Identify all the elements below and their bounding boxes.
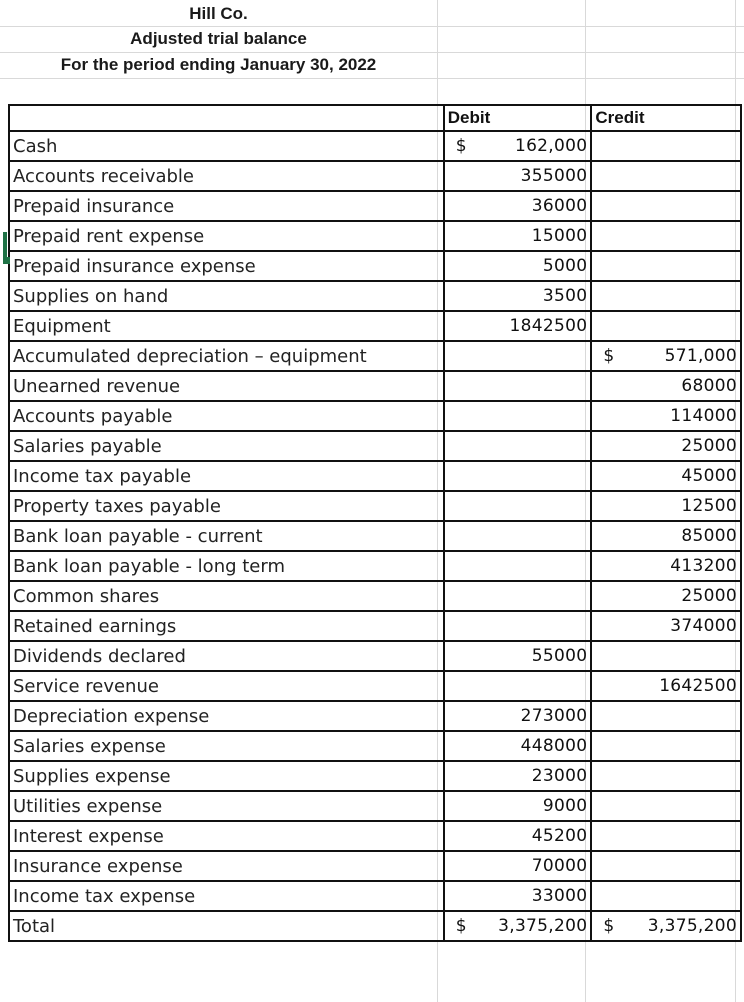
- debit-amount: 1842500: [509, 316, 588, 336]
- table-row: [9, 821, 741, 851]
- gridline: [0, 26, 744, 27]
- debit-currency-symbol: $: [455, 136, 467, 156]
- debit-cell[interactable]: [444, 761, 592, 791]
- debit-amount: 9000: [542, 796, 588, 816]
- account-name-cell[interactable]: Common shares: [9, 581, 444, 611]
- debit-cell[interactable]: [444, 251, 592, 281]
- debit-amount: 36000: [531, 196, 588, 216]
- debit-cell[interactable]: [444, 221, 592, 251]
- account-name-cell[interactable]: Accounts payable: [9, 401, 444, 431]
- debit-amount: 45200: [531, 826, 588, 846]
- table-row: [9, 521, 741, 551]
- debit-cell[interactable]: [444, 491, 592, 521]
- credit-cell[interactable]: [591, 341, 741, 371]
- table-row: [9, 761, 741, 791]
- credit-cell[interactable]: [591, 701, 741, 731]
- table-row: [9, 251, 741, 281]
- credit-currency-symbol: $: [603, 346, 615, 366]
- debit-amount: 5000: [542, 256, 588, 276]
- account-name-cell[interactable]: Interest expense: [9, 821, 444, 851]
- debit-cell[interactable]: [444, 881, 592, 911]
- cell-selection-marker: [3, 232, 7, 258]
- table-row: [9, 371, 741, 401]
- table-row: [9, 311, 741, 341]
- account-name-cell[interactable]: Prepaid insurance expense: [9, 251, 444, 281]
- table-row: [9, 911, 741, 941]
- debit-cell[interactable]: [444, 671, 592, 701]
- report-title: Adjusted trial balance: [130, 29, 307, 48]
- table-row: [9, 581, 741, 611]
- table-row: [9, 851, 741, 881]
- credit-amount: 45000: [681, 466, 737, 486]
- trial-balance-table: [8, 104, 742, 942]
- credit-cell[interactable]: [591, 671, 741, 701]
- credit-cell[interactable]: [591, 491, 741, 521]
- report-period: For the period ending January 30, 2022: [60, 55, 377, 74]
- table-row: [9, 701, 741, 731]
- credit-cell[interactable]: [591, 731, 741, 761]
- credit-cell[interactable]: [591, 461, 741, 491]
- debit-cell[interactable]: [444, 191, 592, 221]
- account-name-cell[interactable]: Accumulated depreciation – equipment: [9, 341, 444, 371]
- account-name-cell[interactable]: Bank loan payable - current: [9, 521, 444, 551]
- debit-cell[interactable]: [444, 161, 592, 191]
- table-row: [9, 611, 741, 641]
- credit-cell[interactable]: [591, 431, 741, 461]
- table-row: [9, 791, 741, 821]
- account-name-cell[interactable]: Depreciation expense: [9, 701, 444, 731]
- account-name-cell[interactable]: Total: [9, 911, 444, 941]
- credit-header[interactable]: Credit: [591, 105, 741, 131]
- debit-cell[interactable]: [444, 641, 592, 671]
- debit-amount: 355000: [520, 166, 588, 186]
- account-name-cell[interactable]: Cash: [9, 131, 444, 161]
- credit-cell[interactable]: [591, 881, 741, 911]
- credit-amount: 12500: [681, 496, 737, 516]
- table-row: [9, 161, 741, 191]
- debit-cell[interactable]: [444, 791, 592, 821]
- table-row: [9, 401, 741, 431]
- debit-amount: 3500: [542, 286, 588, 306]
- debit-amount: 70000: [531, 856, 588, 876]
- table-row: [9, 191, 741, 221]
- debit-cell[interactable]: [444, 311, 592, 341]
- table-row: [9, 881, 741, 911]
- account-name-cell[interactable]: Prepaid rent expense: [9, 221, 444, 251]
- account-name-cell[interactable]: Unearned revenue: [9, 371, 444, 401]
- debit-cell[interactable]: [444, 551, 592, 581]
- credit-cell[interactable]: [591, 851, 741, 881]
- credit-amount: 25000: [681, 436, 737, 456]
- account-name-cell[interactable]: Supplies expense: [9, 761, 444, 791]
- debit-amount: 15000: [531, 226, 588, 246]
- debit-amount: 33000: [531, 886, 588, 906]
- credit-cell[interactable]: [591, 551, 741, 581]
- table-row: [9, 731, 741, 761]
- debit-cell[interactable]: [444, 731, 592, 761]
- account-name-cell[interactable]: Service revenue: [9, 671, 444, 701]
- credit-cell[interactable]: [591, 401, 741, 431]
- debit-cell[interactable]: [444, 131, 592, 161]
- table-row: [9, 491, 741, 521]
- debit-cell[interactable]: [444, 401, 592, 431]
- table-row: [9, 551, 741, 581]
- debit-amount: 448000: [520, 736, 588, 756]
- debit-cell[interactable]: [444, 851, 592, 881]
- account-header-cell[interactable]: [9, 105, 444, 131]
- credit-amount: 3,375,200: [647, 916, 737, 936]
- debit-cell[interactable]: [444, 281, 592, 311]
- fill-handle[interactable]: [3, 257, 10, 264]
- account-name-cell[interactable]: Income tax expense: [9, 881, 444, 911]
- account-name-cell[interactable]: Equipment: [9, 311, 444, 341]
- account-name-cell[interactable]: Accounts receivable: [9, 161, 444, 191]
- credit-cell[interactable]: [591, 311, 741, 341]
- credit-amount: 413200: [670, 556, 737, 576]
- debit-cell[interactable]: [444, 341, 592, 371]
- credit-cell[interactable]: [591, 221, 741, 251]
- account-name-cell[interactable]: Dividends declared: [9, 641, 444, 671]
- debit-cell[interactable]: [444, 461, 592, 491]
- credit-cell[interactable]: [591, 161, 741, 191]
- credit-amount: 68000: [681, 376, 737, 396]
- credit-cell[interactable]: [591, 761, 741, 791]
- debit-header[interactable]: Debit: [444, 105, 592, 131]
- table-row: [9, 461, 741, 491]
- credit-cell[interactable]: [591, 611, 741, 641]
- credit-currency-symbol: $: [603, 916, 615, 936]
- credit-cell[interactable]: [591, 911, 741, 941]
- debit-cell[interactable]: [444, 581, 592, 611]
- account-name-cell[interactable]: Supplies on hand: [9, 281, 444, 311]
- account-name-cell[interactable]: Retained earnings: [9, 611, 444, 641]
- table-row: [9, 131, 741, 161]
- credit-cell[interactable]: [591, 251, 741, 281]
- credit-amount: 571,000: [664, 346, 737, 366]
- debit-cell[interactable]: [444, 911, 592, 941]
- account-name-cell[interactable]: Utilities expense: [9, 791, 444, 821]
- credit-cell[interactable]: [591, 821, 741, 851]
- debit-amount: 3,375,200: [498, 916, 588, 936]
- credit-cell[interactable]: [591, 281, 741, 311]
- table-row: [9, 671, 741, 701]
- credit-amount: 374000: [670, 616, 737, 636]
- debit-cell[interactable]: [444, 431, 592, 461]
- credit-cell[interactable]: [591, 191, 741, 221]
- debit-cell[interactable]: [444, 821, 592, 851]
- account-name-cell[interactable]: Property taxes payable: [9, 491, 444, 521]
- credit-amount: 85000: [681, 526, 737, 546]
- credit-cell[interactable]: [591, 131, 741, 161]
- debit-amount: 23000: [531, 766, 588, 786]
- account-name-cell[interactable]: Insurance expense: [9, 851, 444, 881]
- account-name-cell[interactable]: Salaries expense: [9, 731, 444, 761]
- credit-cell[interactable]: [591, 521, 741, 551]
- table-row: [9, 221, 741, 251]
- credit-amount: 1642500: [659, 676, 737, 696]
- debit-cell[interactable]: [444, 521, 592, 551]
- company-name: Hill Co.: [189, 4, 248, 23]
- table-row: [9, 281, 741, 311]
- debit-cell[interactable]: [444, 611, 592, 641]
- debit-amount: 273000: [520, 706, 588, 726]
- credit-cell[interactable]: [591, 641, 741, 671]
- account-name-cell[interactable]: Salaries payable: [9, 431, 444, 461]
- credit-cell[interactable]: [591, 581, 741, 611]
- debit-currency-symbol: $: [455, 916, 467, 936]
- gridline: [0, 78, 744, 79]
- credit-cell[interactable]: [591, 791, 741, 821]
- credit-amount: 114000: [670, 406, 737, 426]
- column-header-row: [9, 105, 741, 131]
- table-row: [9, 431, 741, 461]
- debit-amount: 55000: [531, 646, 588, 666]
- account-name-cell[interactable]: Income tax payable: [9, 461, 444, 491]
- debit-cell[interactable]: [444, 701, 592, 731]
- debit-cell[interactable]: [444, 371, 592, 401]
- gridline: [0, 52, 744, 53]
- table-row: [9, 641, 741, 671]
- debit-amount: 162,000: [514, 136, 588, 156]
- account-name-cell[interactable]: Prepaid insurance: [9, 191, 444, 221]
- account-name-cell[interactable]: Bank loan payable - long term: [9, 551, 444, 581]
- credit-amount: 25000: [681, 586, 737, 606]
- table-row: [9, 341, 741, 371]
- credit-cell[interactable]: [591, 371, 741, 401]
